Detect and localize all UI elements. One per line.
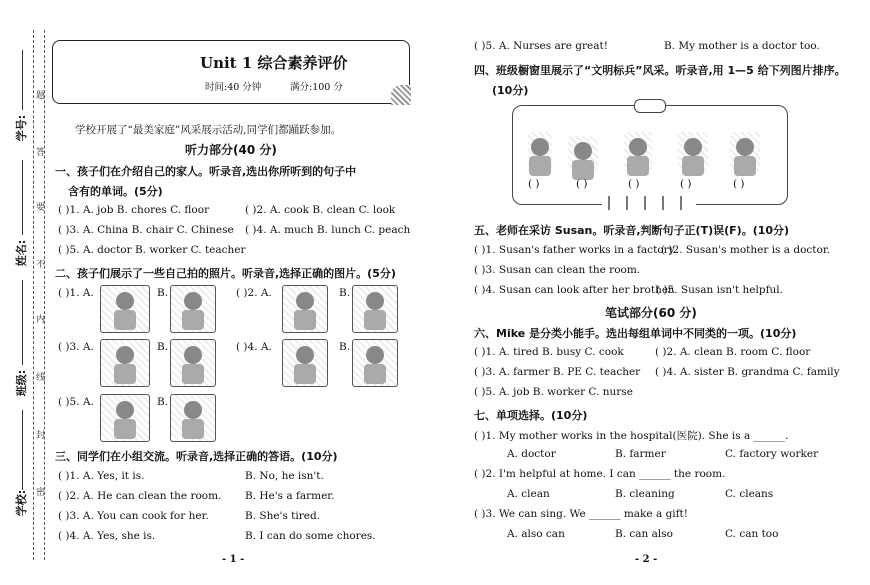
q6-item[interactable]: ( )4. A. sister B. grandma C. family xyxy=(655,366,840,378)
q2-title: 二、孩子们展示了一些自己拍的照片。听录音,选择正确的图片。(5分) xyxy=(55,267,396,280)
q4-picture-4 xyxy=(678,132,708,172)
q2-b-label: B. xyxy=(157,287,169,299)
binding-line xyxy=(33,30,34,560)
q3-title: 三、同学们在小组交流。听录音,选择正确的答语。(10分) xyxy=(55,450,338,463)
q2-b-label: B. xyxy=(157,341,169,353)
q2-5b-picture[interactable] xyxy=(170,394,216,442)
q6-item[interactable]: ( )3. A. farmer B. PE C. teacher xyxy=(474,366,641,378)
writing-section-title: 笔试部分(60 分) xyxy=(605,306,697,320)
q2-b-label: B. xyxy=(339,341,351,353)
q1-item[interactable]: ( )1. A. job B. chores C. floor xyxy=(58,204,210,216)
q7-option-a[interactable]: A. clean xyxy=(507,488,550,500)
q1-item[interactable]: ( )3. A. China B. chair C. Chinese xyxy=(58,224,234,236)
q1-title: 一、孩子们在介绍自己的家人。听录音,选出你所听到的句子中 xyxy=(55,165,357,178)
q4-picture-3 xyxy=(624,132,652,172)
seal-char: 线 xyxy=(36,373,46,383)
listening-section-title: 听力部分(40 分) xyxy=(185,143,277,157)
q1-item[interactable]: ( )5. A. doctor B. worker C. teacher xyxy=(58,244,246,256)
q3-option-b[interactable]: B. My mother is a doctor too. xyxy=(664,40,820,52)
q2-item[interactable]: ( )4. A. xyxy=(236,341,272,353)
q6-item[interactable]: ( )5. A. job B. worker C. nurse xyxy=(474,386,633,398)
q3-option-a[interactable]: ( )3. A. You can cook for her. xyxy=(58,510,209,522)
q5-title: 五、老师在采访 Susan。听录音,判断句子正(T)误(F)。(10分) xyxy=(474,224,790,237)
q3-option-a[interactable]: ( )2. A. He can clean the room. xyxy=(58,490,222,502)
q4-picture-1 xyxy=(528,132,552,172)
q2-4b-picture[interactable] xyxy=(352,339,398,387)
q7-option-a[interactable]: A. doctor xyxy=(507,448,556,460)
q4-answer-blank[interactable]: ( ) xyxy=(733,178,745,190)
q5-item[interactable]: ( )5. Susan isn't helpful. xyxy=(656,284,783,296)
q4-picture-2 xyxy=(568,136,598,172)
q2-item[interactable]: ( )5. A. xyxy=(58,396,94,408)
q2-b-label: B. xyxy=(157,396,169,408)
q2-item[interactable]: ( )2. A. xyxy=(236,287,272,299)
q7-title: 七、单项选择。(10分) xyxy=(474,409,588,422)
seal-char: 答 xyxy=(36,148,46,158)
q2-item[interactable]: ( )3. A. xyxy=(58,341,94,353)
page-number-1: - 1 - xyxy=(222,554,245,565)
q2-1b-picture[interactable] xyxy=(170,285,216,333)
full-score: 满分:100 分 xyxy=(290,82,343,93)
school-label: 学校: xyxy=(15,489,29,517)
q2-b-label: B. xyxy=(339,287,351,299)
q3-option-b[interactable]: B. He's a farmer. xyxy=(245,490,335,502)
q2-5a-picture[interactable] xyxy=(100,394,150,442)
seal-char: 不 xyxy=(36,260,46,270)
q7-question: ( )1. My mother works in the hospital(医院). She is a ______. xyxy=(474,430,789,442)
q5-item[interactable]: ( )3. Susan can clean the room. xyxy=(474,264,641,276)
q2-1a-picture[interactable] xyxy=(100,285,150,333)
id-field[interactable] xyxy=(22,50,23,110)
q1-title-cont: 含有的单词。(5分) xyxy=(68,185,163,198)
seal-char: 内 xyxy=(36,315,46,325)
q3-option-b[interactable]: B. No, he isn't. xyxy=(245,470,324,482)
page-curl-decoration xyxy=(391,85,411,105)
q3-option-a[interactable]: ( )4. A. Yes, she is. xyxy=(58,530,156,542)
q2-item[interactable]: ( )1. A. xyxy=(58,287,94,299)
q7-option-c[interactable]: C. cleans xyxy=(725,488,774,500)
q6-item[interactable]: ( )1. A. tired B. busy C. cook xyxy=(474,346,624,358)
q3-option-b[interactable]: B. I can do some chores. xyxy=(245,530,376,542)
q4-answer-blank[interactable]: ( ) xyxy=(680,178,692,190)
name-label: 姓名: xyxy=(15,239,29,267)
q5-item[interactable]: ( )2. Susan's mother is a doctor. xyxy=(661,244,831,256)
seal-char: 要 xyxy=(36,203,46,213)
q2-3b-picture[interactable] xyxy=(170,339,216,387)
q3-option-a[interactable]: ( )1. A. Yes, it is. xyxy=(58,470,145,482)
q1-item[interactable]: ( )2. A. cook B. clean C. look xyxy=(245,204,396,216)
page-title: Unit 1 综合素养评价 xyxy=(200,54,348,72)
exam-time: 时间:40 分钟 xyxy=(205,82,262,93)
name-field[interactable] xyxy=(22,160,23,235)
q6-item[interactable]: ( )2. A. clean B. room C. floor xyxy=(655,346,811,358)
q7-option-c[interactable]: C. factory worker xyxy=(725,448,819,460)
seal-char: 密 xyxy=(36,488,46,498)
frame-top-ornament xyxy=(634,99,666,113)
q7-option-b[interactable]: B. farmer xyxy=(615,448,666,460)
q7-question: ( )2. I'm helpful at home. I can ______ the room. xyxy=(474,468,726,480)
q2-3a-picture[interactable] xyxy=(100,339,150,387)
seal-char: 题 xyxy=(36,91,46,101)
q5-item[interactable]: ( )1. Susan's father works in a factory. xyxy=(474,244,677,256)
q1-item[interactable]: ( )4. A. much B. lunch C. peach xyxy=(245,224,411,236)
student-id-label: 学号: xyxy=(15,114,29,142)
q3-option-a[interactable]: ( )5. A. Nurses are great! xyxy=(474,40,608,52)
q4-answer-blank[interactable]: ( ) xyxy=(528,178,540,190)
page-number-2: - 2 - xyxy=(635,554,658,565)
q2-2a-picture[interactable] xyxy=(282,285,328,333)
q2-2b-picture[interactable] xyxy=(352,285,398,333)
school-field[interactable] xyxy=(22,410,23,490)
q4-title: 四、班级橱窗里展示了“文明标兵”风采。听录音,用 1—5 给下列图片排序。 xyxy=(474,64,846,77)
q4-score: (10分) xyxy=(492,84,529,97)
q7-option-a[interactable]: A. also can xyxy=(507,528,565,540)
class-field[interactable] xyxy=(22,280,23,365)
q7-question: ( )3. We can sing. We ______ make a gift! xyxy=(474,508,688,520)
q7-option-b[interactable]: B. cleaning xyxy=(615,488,675,500)
q6-title: 六、Mike 是分类小能手。选出每组单词中不同类的一项。(10分) xyxy=(474,327,797,340)
q7-option-b[interactable]: B. can also xyxy=(615,528,673,540)
q2-4a-picture[interactable] xyxy=(282,339,328,387)
q5-item[interactable]: ( )4. Susan can look after her brother. xyxy=(474,284,676,296)
seal-char: 封 xyxy=(36,431,46,441)
frame-bottom-ornament xyxy=(602,196,696,210)
q4-picture-5 xyxy=(730,132,760,172)
q4-answer-blank[interactable]: ( ) xyxy=(628,178,640,190)
intro-text: 学校开展了“最美家庭”风采展示活动,同学们都踊跃参加。 xyxy=(75,124,342,136)
q7-option-c[interactable]: C. can too xyxy=(725,528,779,540)
binding-line-2 xyxy=(44,30,45,560)
q4-answer-blank[interactable]: ( ) xyxy=(576,178,588,190)
q3-option-b[interactable]: B. She's tired. xyxy=(245,510,321,522)
class-label: 班级: xyxy=(15,369,29,397)
